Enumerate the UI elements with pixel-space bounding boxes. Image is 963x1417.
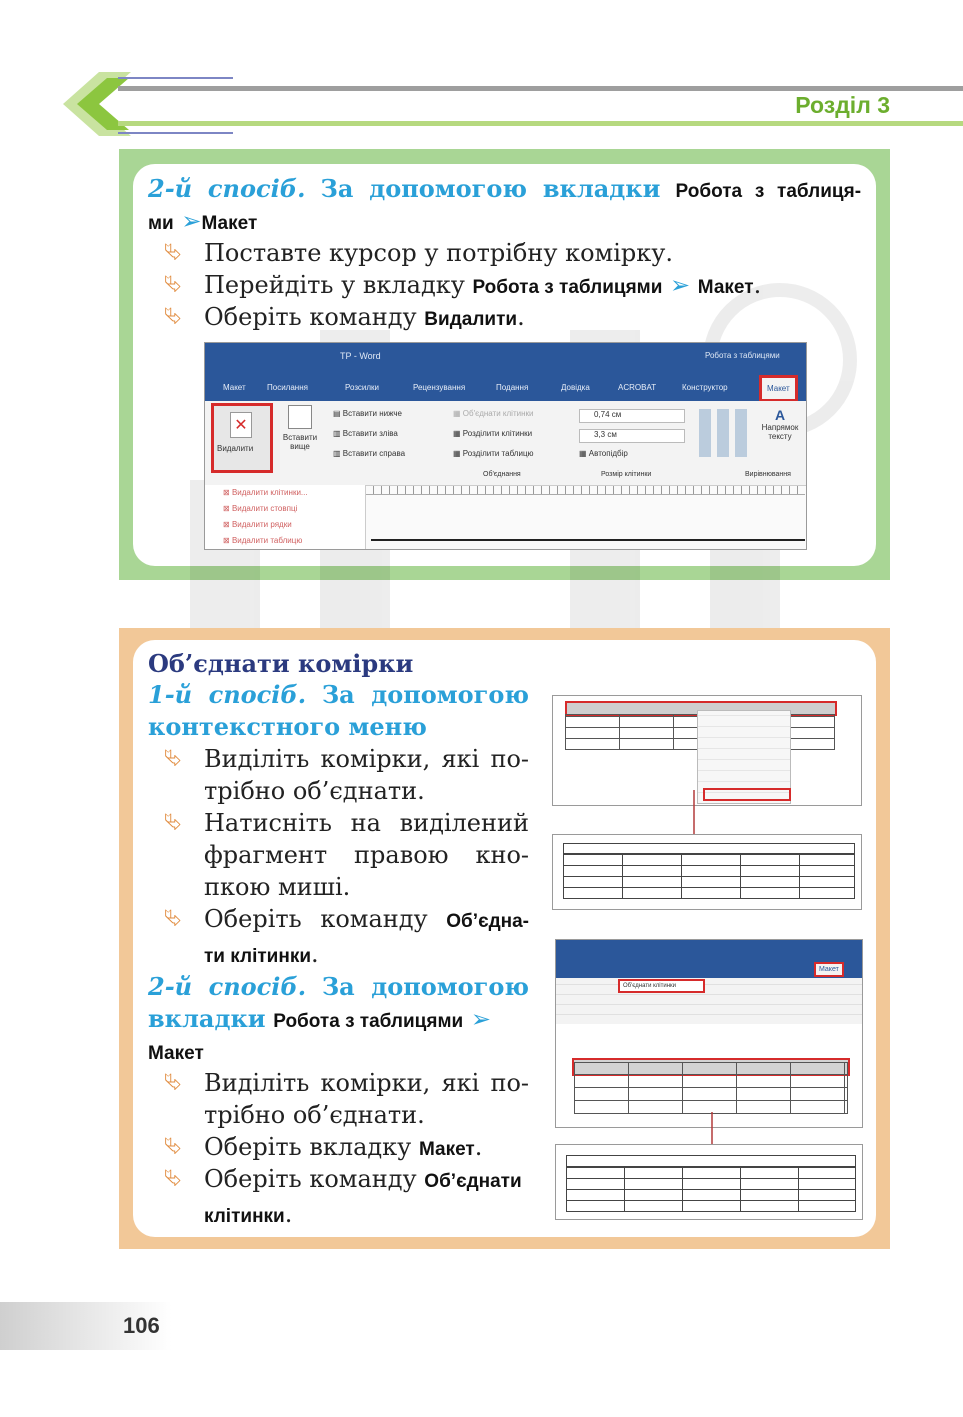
arrow-icon: ➢ [470, 1005, 491, 1033]
insert-right-label: Вставити справа [342, 449, 406, 458]
merge-cells-button[interactable]: ▦ Об'єднати клітинки [453, 409, 534, 418]
section1-intro-line2 [148, 205, 257, 240]
header-thin-line-top [118, 77, 233, 79]
alignment-grid-icon[interactable] [699, 409, 747, 457]
layout-tab-screenshot [555, 939, 863, 1128]
autofit-label: Автопідбір [588, 449, 628, 458]
word-tabs-bar [205, 371, 806, 401]
menu-item-label: Видалити таблицю [231, 536, 303, 545]
size-group-label: Розмір клітинки [601, 471, 652, 478]
way2-label: 2-й спосіб. [148, 972, 307, 1001]
text-direction-label: Напрямок тексту [761, 423, 799, 441]
insert-left-button[interactable]: ▥ Вставити зліва [333, 429, 398, 438]
text-direction-button[interactable] [757, 407, 803, 441]
step-end: . [753, 271, 762, 299]
section1-tab-name-c: Макет [201, 213, 258, 234]
section1-way-label: 2-й спосіб. [148, 174, 306, 203]
section1-step-2 [164, 269, 762, 304]
way1-step-1 [164, 743, 529, 807]
text-direction-icon: A [774, 407, 786, 423]
check-arrow-icon: ⮱ [164, 240, 182, 265]
way1-step-2 [164, 807, 529, 903]
step-end: . [517, 303, 525, 331]
step-text: Оберіть вкладку [204, 1133, 419, 1161]
step-bold: Макет [418, 1139, 475, 1160]
way2-step-1 [164, 1067, 529, 1131]
step-bold: Об’єдна- [446, 911, 529, 932]
height-field[interactable]: 0,74 см [579, 409, 685, 423]
step-line: трібно об’єднати. [204, 777, 425, 805]
step-text: Оберіть команду [204, 303, 425, 331]
merge-cells-button[interactable]: Об'єднати клітинки [618, 979, 705, 993]
check-arrow-icon: ⮱ [164, 272, 182, 297]
context-menu-screenshot [552, 695, 862, 806]
word-title: TP - Word [340, 351, 381, 361]
step-line: трібно об’єднати. [204, 1101, 425, 1129]
insert-above-button[interactable] [277, 405, 323, 451]
tab-layout-1[interactable]: Макет [223, 383, 246, 392]
step-text: Оберіть команду [204, 1165, 425, 1193]
tab-review[interactable]: Рецензування [413, 383, 466, 392]
menu-delete-cells[interactable]: ⊠ Видалити клітинки... [223, 488, 308, 497]
split-cells-button[interactable]: ▦ Розділити клітинки [453, 429, 533, 438]
insert-left-label: Вставити зліва [342, 429, 398, 438]
merge-group-label: Об'єднання [483, 471, 521, 478]
split-table-button[interactable]: ▦ Розділити таблицю [453, 449, 534, 458]
step-text: Перейдіть у вкладку [204, 271, 473, 299]
step-end: . [311, 940, 319, 968]
final-table-screenshot [555, 1144, 863, 1220]
tab-layout-active[interactable]: Макет [759, 375, 798, 402]
insert-below-button[interactable]: ▤ Вставити нижче [333, 409, 402, 418]
table-grid [574, 1062, 848, 1114]
word-ribbon [556, 978, 862, 1024]
section1-intro-line1 [148, 173, 861, 208]
page-number: 106 [123, 1313, 160, 1338]
insert-above-label: Вставити вище [282, 433, 318, 451]
delete-button[interactable] [211, 403, 273, 473]
split-table-label: Розділити таблицю [462, 449, 534, 458]
step-line: фрагмент правою кно- [204, 841, 529, 869]
merge-cells-menu-item[interactable] [703, 788, 791, 801]
section1-tab-name-b: ми [148, 213, 174, 234]
autofit-button[interactable]: ▦ Автопідбір [579, 449, 628, 458]
section1-step-1 [164, 237, 674, 269]
way2-text-b: вкладки [148, 1004, 266, 1033]
tab-help[interactable]: Довідка [561, 383, 590, 392]
word-titlebar [205, 343, 806, 371]
step-end: . [284, 1200, 293, 1228]
tab-layout-active[interactable]: Макет [814, 962, 844, 977]
way2-step-3 [164, 1163, 534, 1233]
way2-heading-line1 [148, 971, 529, 1003]
way1-label: 1-й спосіб. [148, 680, 307, 709]
chapter-label: Розділ 3 [795, 92, 890, 118]
menu-delete-table[interactable]: ⊠ Видалити таблицю [223, 536, 303, 545]
way2-heading-line3 [148, 1035, 204, 1070]
word-ribbon [205, 401, 806, 486]
word-tabs-bar [556, 962, 862, 978]
menu-delete-columns[interactable]: ⊠ Видалити стовпці [223, 504, 298, 513]
way1-step-3 [164, 903, 529, 973]
step-bold: клітинки [204, 1206, 285, 1227]
insert-below-label: Вставити нижче [342, 409, 402, 418]
split-cells-label: Розділити клітинки [462, 429, 533, 438]
section1-tab-name-a: Робота з таблиця- [675, 181, 862, 202]
step-line: Виділіть комірки, які по- [204, 745, 529, 773]
header-thin-line-bottom [118, 132, 233, 134]
check-arrow-icon: ⮱ [164, 304, 182, 329]
way2-text-a: За допомогою [321, 972, 529, 1001]
menu-delete-rows[interactable]: ⊠ Видалити рядки [223, 520, 292, 529]
way2-heading-line2 [148, 1003, 529, 1038]
check-arrow-icon: ⮱ [164, 1070, 182, 1095]
step-end: . [474, 1133, 483, 1161]
step-line: пкою миші. [204, 873, 351, 901]
menu-item-label: Видалити стовпці [231, 504, 298, 513]
insert-above-icon [288, 405, 312, 429]
insert-right-button[interactable]: ▥ Вставити справа [333, 449, 406, 458]
merged-table-screenshot [552, 834, 862, 910]
ruler [365, 486, 805, 495]
delete-dropdown-menu [205, 485, 366, 549]
tab-view[interactable]: Подання [496, 383, 529, 392]
step-bold: Об’єднати [424, 1171, 522, 1192]
tab-acrobat[interactable]: ACROBAT [618, 383, 657, 392]
way2-tab-name-2: Макет [148, 1043, 204, 1064]
check-arrow-icon: ⮱ [164, 1166, 182, 1191]
way1-text-a: За допомогою [321, 680, 529, 709]
step-line: Виділіть комірки, які по- [204, 1069, 529, 1097]
way1-heading-line2: контекстного меню [148, 712, 427, 741]
delete-label: Видалити [217, 444, 254, 453]
width-field[interactable]: 3,3 см [579, 429, 685, 443]
header-rule-grey [118, 86, 963, 91]
step-text: Поставте курсор у потрібну комірку. [204, 239, 674, 267]
check-arrow-icon: ⮱ [164, 906, 182, 931]
table-grid [566, 1166, 856, 1212]
way2-step-2 [164, 1131, 483, 1166]
word-titlebar [556, 940, 862, 962]
way1-heading-line1 [148, 679, 529, 711]
step-line: Натисніть на виділений [204, 809, 529, 837]
section2-title: Об’єднати комірки [148, 649, 414, 678]
tab-design[interactable]: Конструктор [682, 383, 728, 392]
check-arrow-icon: ⮱ [164, 1134, 182, 1159]
word-title-right: Робота з таблицями [705, 351, 780, 360]
step-bold: Робота з таблицями [472, 277, 663, 298]
merge-cells-label: Об'єднати клітинки [462, 409, 534, 418]
tab-mailings[interactable]: Розсилки [345, 383, 380, 392]
align-group-label: Вирівнювання [745, 471, 791, 478]
check-arrow-icon: ⮱ [164, 810, 182, 835]
section1-way-text: За допомогою вкладки [320, 174, 661, 203]
table-grid [563, 853, 855, 899]
table-bottom-line [371, 539, 805, 541]
menu-item-label: Видалити клітинки... [231, 488, 308, 497]
header-rule-green [118, 121, 963, 126]
arrow-icon: ➢ [670, 271, 691, 299]
step-bold-2: Макет [697, 277, 754, 298]
step-bold: Видалити [424, 309, 518, 330]
delete-icon: ✕ [230, 412, 252, 438]
section1-arrow-icon: ➢ [181, 207, 202, 235]
way2-tab-name: Робота з таблицями [273, 1011, 464, 1032]
menu-item-label: Видалити рядки [231, 520, 292, 529]
word-ribbon-screenshot [204, 342, 807, 550]
step-bold: ти клітинки [204, 946, 312, 967]
tab-references[interactable]: Посилання [267, 383, 308, 392]
section1-step-3 [164, 301, 525, 336]
step-text: Оберіть команду [204, 905, 447, 933]
check-arrow-icon: ⮱ [164, 746, 182, 771]
